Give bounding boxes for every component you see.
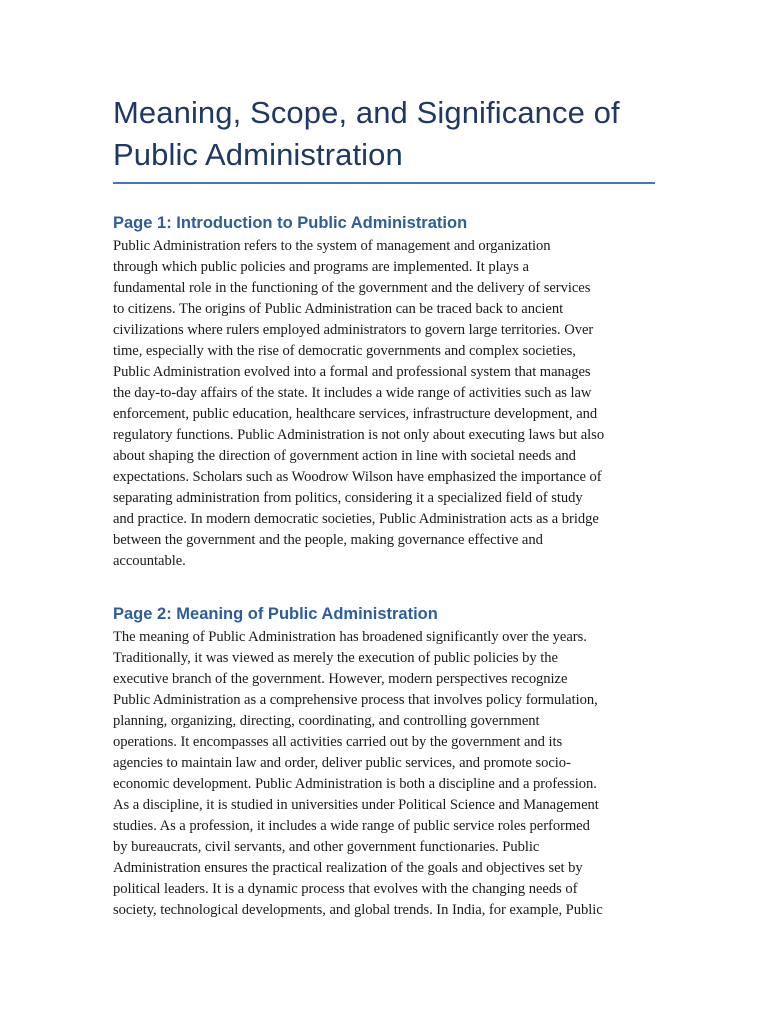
section-introduction — [113, 212, 604, 572]
body-line: to citizens. The origins of Public Administration can be traced back to ancient — [113, 301, 564, 317]
body-line: As a discipline, it is studied in universities under Political Science and Management — [113, 797, 599, 813]
document-title — [113, 92, 655, 182]
body-line: society, technological developments, and global trends. In India, for example, Public — [113, 902, 603, 918]
body-line: political leaders. It is a dynamic process that evolves with the changing needs of — [113, 881, 578, 897]
body-line: Public Administration as a comprehensive process that involves policy formulation, — [113, 692, 598, 708]
body-line: civilizations where rulers employed administrators to govern large territories. Over — [113, 322, 594, 338]
body-line: operations. It encompasses all activities carried out by the government and its — [113, 734, 563, 750]
document-title-line: Public Administration — [113, 137, 403, 172]
section-heading: Page 1: Introduction to Public Administration — [113, 214, 468, 232]
section-body — [113, 236, 604, 572]
body-line: expectations. Scholars such as Woodrow Wilson have emphasized the importance of — [113, 469, 602, 485]
body-line: and practice. In modern democratic societies, Public Administration acts as a bridge — [113, 511, 599, 527]
body-line: fundamental role in the functioning of the government and the delivery of services — [113, 280, 591, 296]
body-line: The meaning of Public Administration has broadened significantly over the years. — [113, 629, 587, 645]
body-line: separating administration from politics, considering it a specialized field of study — [113, 490, 583, 506]
body-line: about shaping the direction of government action in line with societal needs and — [113, 448, 576, 464]
body-line: Public Administration refers to the system of management and organization — [113, 238, 551, 254]
body-line: by bureaucrats, civil servants, and other government functionaries. Public — [113, 839, 540, 855]
document-page — [113, 92, 655, 918]
body-line: planning, organizing, directing, coordinating, and controlling government — [113, 713, 540, 729]
body-line: between the government and the people, making governance effective and — [113, 532, 543, 548]
title-underline-rule — [113, 182, 655, 184]
section-body — [113, 627, 603, 921]
body-line: accountable. — [113, 553, 186, 569]
body-line: studies. As a profession, it includes a wide range of public service roles performed — [113, 818, 590, 834]
body-line: Traditionally, it was viewed as merely the execution of public policies by the — [113, 650, 558, 666]
body-line: the day-to-day affairs of the state. It includes a wide range of activities such as law — [113, 385, 592, 401]
body-line: Administration ensures the practical realization of the goals and objectives set by — [113, 860, 583, 876]
body-line: economic development. Public Administration is both a discipline and a profession. — [113, 776, 597, 792]
body-line: through which public policies and programs are implemented. It plays a — [113, 259, 529, 275]
body-line: regulatory functions. Public Administration is not only about executing laws but also — [113, 427, 605, 443]
body-line: Public Administration evolved into a formal and professional system that manages — [113, 364, 591, 380]
body-line: agencies to maintain law and order, deliver public services, and promote socio- — [113, 755, 571, 771]
document-title-line: Meaning, Scope, and Significance of — [113, 95, 620, 130]
body-line: time, especially with the rise of democratic governments and complex societies, — [113, 343, 576, 359]
section-meaning — [113, 603, 603, 921]
body-line: enforcement, public education, healthcare services, infrastructure development, and — [113, 406, 598, 422]
section-heading: Page 2: Meaning of Public Administration — [113, 605, 438, 623]
body-line: executive branch of the government. However, modern perspectives recognize — [113, 671, 568, 687]
